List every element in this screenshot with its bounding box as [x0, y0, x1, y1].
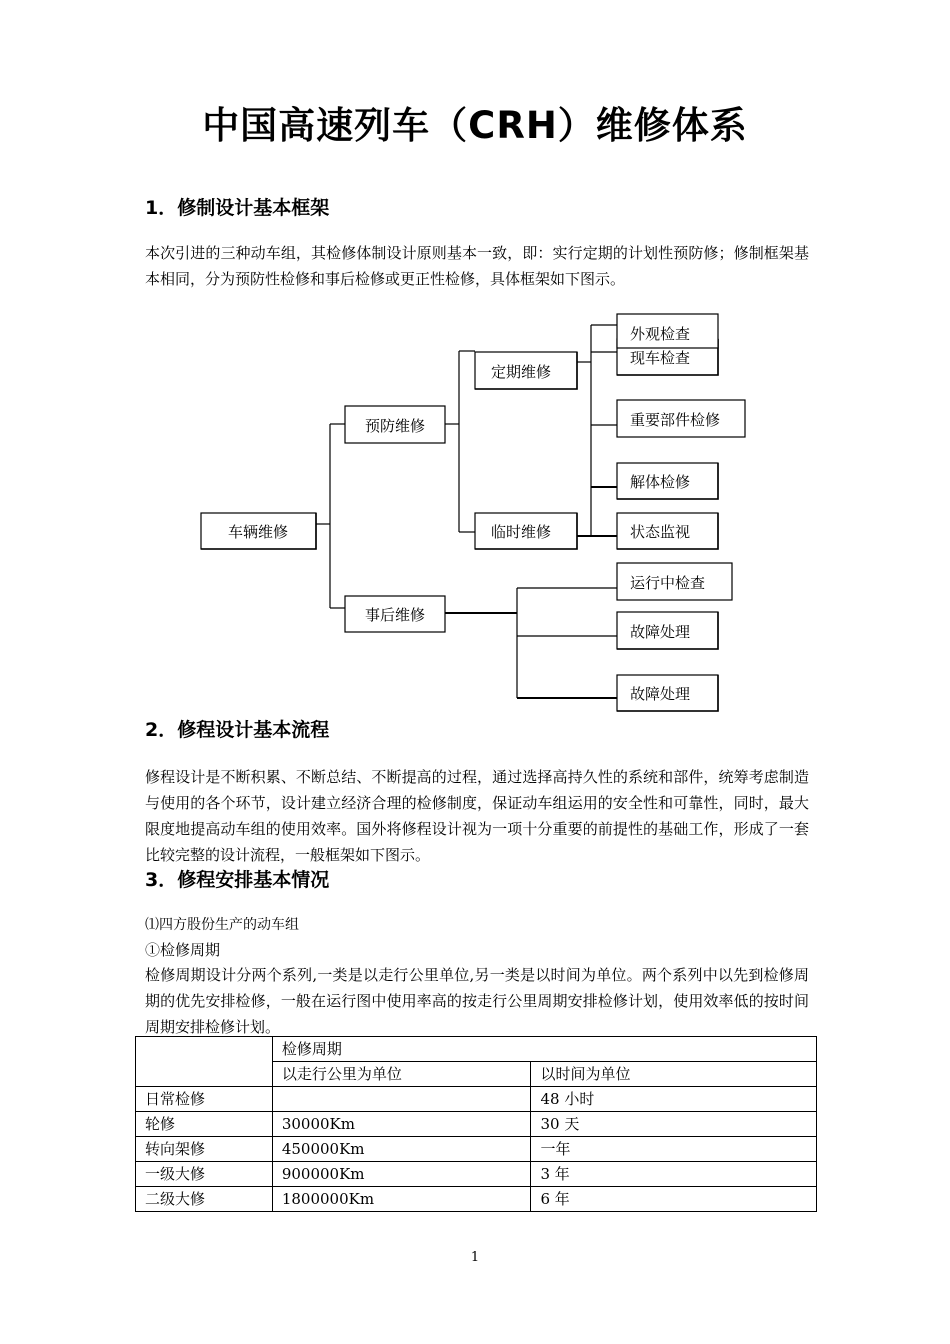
node-fault-handling-1	[617, 612, 718, 649]
svg-text:重要部件检修: 重要部件检修	[630, 411, 721, 429]
section-3-heading: 3．修程安排基本情况	[145, 869, 330, 891]
table-cell-km: 30000Km	[272, 1112, 531, 1137]
node-temporary-maintenance	[475, 513, 577, 549]
table-cell-name: 转向架修	[136, 1137, 273, 1162]
table-cell-time: 30 天	[531, 1112, 817, 1137]
section-3-subheading: ⑴四方股份生产的动车组	[145, 917, 299, 933]
table-col-km: 以走行公里为单位	[272, 1062, 531, 1087]
section-3-item-heading: ①检修周期	[145, 941, 221, 959]
section-1-heading: 1．修制设计基本框架	[145, 197, 330, 219]
table-cell-time: 一年	[531, 1137, 817, 1162]
svg-text:外观检查: 外观检查	[630, 325, 691, 343]
page-number: 1	[470, 1250, 480, 1265]
table-cell-km: 1800000Km	[272, 1187, 531, 1212]
table-cell-km: 450000Km	[272, 1137, 531, 1162]
table-row	[136, 1137, 817, 1162]
maintenance-framework-diagram	[0, 300, 950, 720]
table-corner-cell	[136, 1037, 273, 1087]
table-cell-name: 二级大修	[136, 1187, 273, 1212]
svg-text:预防维修: 预防维修	[364, 417, 426, 435]
svg-text:运行中检查: 运行中检查	[630, 574, 706, 592]
svg-text:故障处理: 故障处理	[630, 685, 691, 703]
table-cell-name: 日常检修	[136, 1087, 273, 1112]
table-cell-km	[272, 1087, 531, 1112]
node-scheduled-maintenance	[475, 352, 577, 389]
table-header-row	[136, 1037, 817, 1062]
svg-text:车辆维修: 车辆维修	[227, 523, 289, 541]
table-cell-km: 900000Km	[272, 1162, 531, 1187]
table-cell-time: 48 小时	[531, 1087, 817, 1112]
svg-text:状态监视: 状态监视	[630, 523, 691, 541]
table-cell-time: 3 年	[531, 1162, 817, 1187]
section-1-body: 本次引进的三种动车组，其检修体制设计原则基本一致，即：实行定期的计划性预防修；修制框架基本相同，分为预防性检修和事后检修或更正性检修，具体框架如下图示。	[145, 244, 809, 288]
node-vehicle-maintenance	[201, 513, 316, 549]
maintenance-cycle-table	[135, 1036, 817, 1212]
section-3-body: 检修周期设计分两个系列,一类是以走行公里单位,另一类是以时间为单位。两个系列中以先到检修周期的优先安排检修，一般在运行图中使用率高的按走行公里周期安排检修计划，使用效率低的按时间周期安排检修计划。	[145, 966, 809, 1036]
svg-text:现车检查: 现车检查	[630, 349, 691, 367]
svg-text:临时维修: 临时维修	[490, 523, 552, 541]
table-row	[136, 1087, 817, 1112]
node-condition-monitoring	[617, 513, 718, 549]
svg-text:解体检修: 解体检修	[630, 473, 691, 491]
node-running-inspection	[617, 563, 732, 600]
table-cell-time: 6 年	[531, 1187, 817, 1212]
svg-text:定期维修: 定期维修	[490, 363, 552, 381]
node-key-parts-repair	[617, 400, 745, 437]
table-group-header: 检修周期	[272, 1037, 816, 1062]
node-disassembly-repair	[617, 463, 718, 499]
page-title: 中国高速列车（CRH）维修体系	[202, 104, 748, 147]
svg-text:事后维修: 事后维修	[364, 606, 426, 624]
table-cell-name: 轮修	[136, 1112, 273, 1137]
table-row	[136, 1187, 817, 1212]
table-row	[136, 1112, 817, 1137]
node-appearance-inspection	[617, 314, 718, 348]
section-2-heading: 2．修程设计基本流程	[145, 719, 330, 741]
node-fault-handling-2	[617, 675, 718, 711]
table-row	[136, 1162, 817, 1187]
table-col-time: 以时间为单位	[531, 1062, 817, 1087]
node-preventive-maintenance	[345, 406, 445, 443]
svg-text:故障处理: 故障处理	[630, 623, 691, 641]
section-2-body: 修程设计是不断积累、不断总结、不断提高的过程，通过选择高持久性的系统和部件，统筹考虑制造与使用的各个环节，设计建立经济合理的检修制度，保证动车组运用的安全性和可靠性，同时，最大限度地提高动车组的使用效率。国外将修程设计视为一项十分重要的前提性的基础工作，形成了一套比较完整的设计流程，一般框架如下图示。	[145, 768, 809, 864]
node-corrective-maintenance	[345, 596, 445, 632]
table-cell-name: 一级大修	[136, 1162, 273, 1187]
